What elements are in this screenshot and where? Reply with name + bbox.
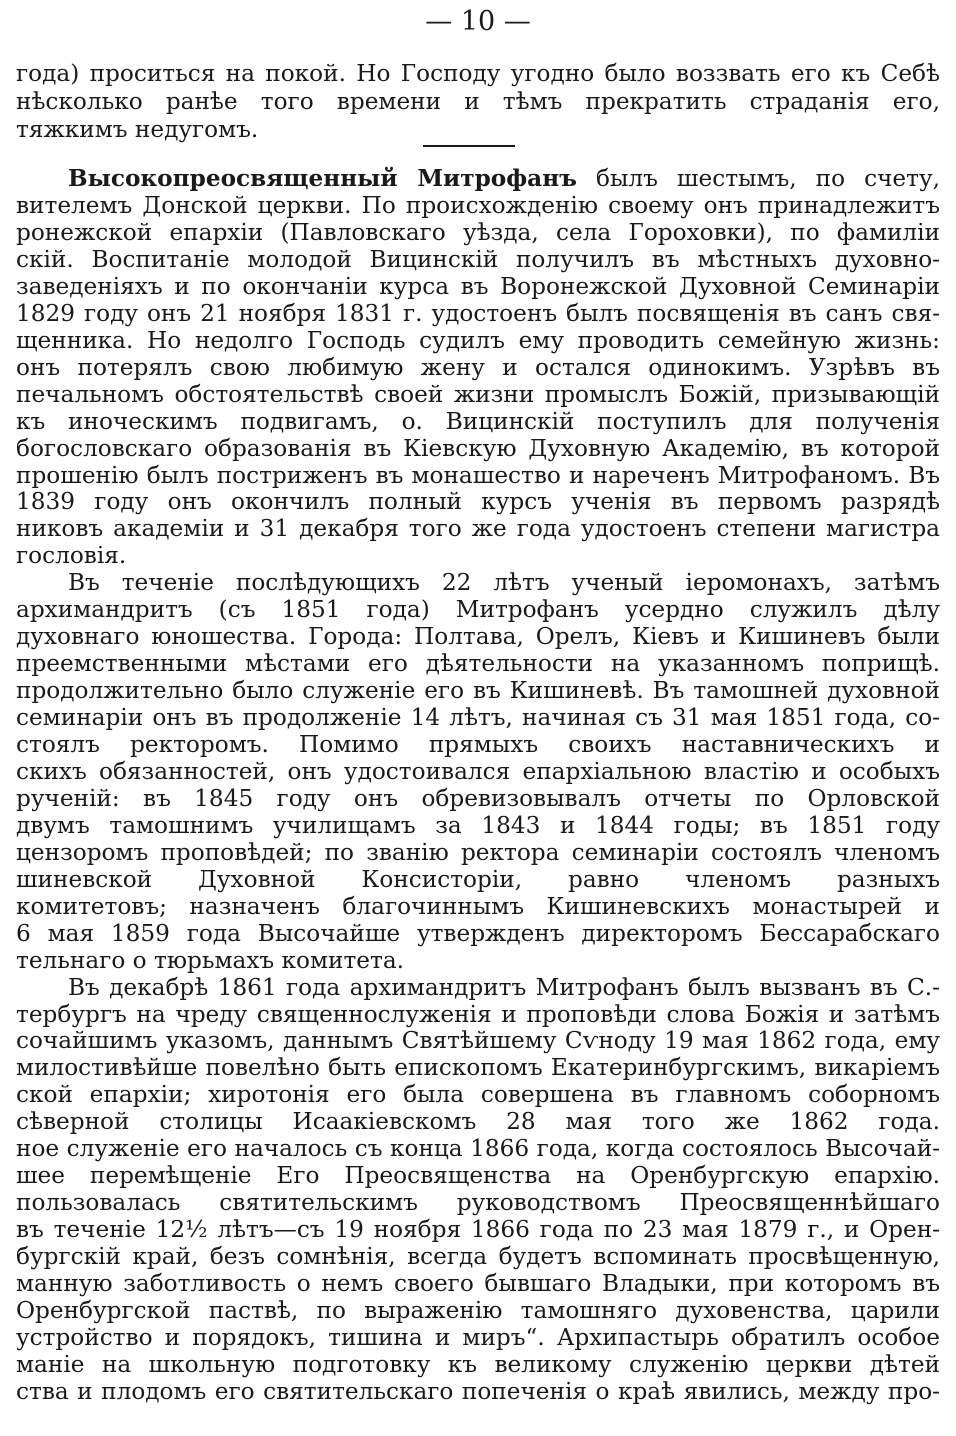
text-line: устройство и порядокъ, тишина и миръ“. Архипастырь обратилъ особое <box>16 1324 940 1351</box>
text-line: Оренбургской паствѣ, по выраженію тамошняго духовенства, царили <box>16 1297 940 1324</box>
text-line: духовнаго юношества. Города: Полтава, Орелъ, Кіевъ и Кишиневъ были <box>16 623 940 650</box>
text-line: вителемъ Донской церкви. По происхожденію своему онъ принадлежитъ <box>16 192 940 219</box>
text-line: заведеніяхъ и по окончаніи курса въ Воронежской Духовной Семинаріи <box>16 273 940 300</box>
lead-line-rest: былъ шестымъ, по счету, <box>595 165 940 192</box>
text-line: Въ декабрѣ 1861 года архимандритъ Митрофанъ былъ вызванъ въ С.- <box>68 974 940 1001</box>
page-number: — 10 — <box>425 6 531 37</box>
section-divider <box>423 145 515 147</box>
text-line: богословскаго образованія въ Кіевскую Духовную Академію, въ которой <box>16 435 940 462</box>
text-line: манную заботливость о немъ своего бывшаго Владыки, при которомъ въ <box>16 1270 940 1297</box>
text-line: сѣверной столицы Исаакіевскомъ 28 мая того же 1862 года. <box>16 1108 940 1135</box>
text-line: тербургъ на чреду священнослуженія и проповѣди слова Божія и затѣмъ <box>16 1001 940 1028</box>
text-line: ное служеніе его началось съ конца 1866 года, когда состоялось Высочай- <box>16 1135 940 1162</box>
text-line: Въ теченіе послѣдующихъ 22 лѣтъ ученый іеромонахъ, затѣмъ <box>68 569 940 596</box>
text-line: цензоромъ проповѣдей; по званію ректора семинаріи состоялъ членомъ <box>16 839 940 866</box>
text-line: архимандритъ (съ 1851 года) Митрофанъ усердно служилъ дѣлу <box>16 596 940 623</box>
text-line: 6 мая 1859 года Высочайше утвержденъ директоромъ Бессарабскаго <box>16 920 940 947</box>
text-line: ской епархіи; хиротонія его была совершена въ главномъ соборномъ <box>16 1081 940 1108</box>
text-line: маніе на школьную подготовку къ великому служенію церкви дѣтей <box>16 1351 940 1378</box>
text-line: тяжкимъ недугомъ. <box>16 116 259 143</box>
text-line: 1829 году онъ 21 ноября 1831 г. удостоенъ былъ посвященія въ санъ свя- <box>16 300 940 327</box>
text-line: онъ потерялъ свою любимую жену и остался одинокимъ. Узрѣвъ въ <box>16 354 940 381</box>
text-line: шиневской Духовной Консисторіи, равно членомъ разныхъ <box>16 866 940 893</box>
text-line: къ иноческимъ подвигамъ, о. Вицинскій поступилъ для полученія <box>16 408 940 435</box>
text-line: гословія. <box>16 542 127 569</box>
text-line: щенника. Но недолго Господь судилъ ему проводить семейную жизнь: <box>16 327 940 354</box>
text-line: стоялъ ректоромъ. Помимо прямыхъ своихъ наставническихъ и <box>16 731 940 758</box>
text-line: семинаріи онъ въ продолженіе 14 лѣтъ, начиная съ 31 мая 1851 года, со- <box>16 704 940 731</box>
text-line: ства и плодомъ его святительскаго попеченія о краѣ явились, между про- <box>16 1378 940 1405</box>
text-line: милостивѣйше повелѣно быть епископомъ Екатеринбургскимъ, викаріемъ <box>16 1054 940 1081</box>
text-line: продолжительно было служеніе его въ Кишиневѣ. Въ тамошней духовной <box>16 677 940 704</box>
text-line: никовъ академіи и 31 декабря того же года удостоенъ степени магистра <box>16 515 940 542</box>
text-line: 1839 году онъ окончилъ полный курсъ ученія въ первомъ разрядѣ <box>16 488 940 515</box>
text-line: рученій: въ 1845 году онъ обревизовывалъ отчеты по Орловской <box>16 785 940 812</box>
text-line: двумъ тамошнимъ училищамъ за 1843 и 1844 годы; въ 1851 году <box>16 812 940 839</box>
bold-heading-phrase: Высокопреосвященный Митрофанъ <box>68 165 577 192</box>
text-line: бургскій край, безъ сомнѣнія, всегда будетъ вспоминать просвѣщенную, <box>16 1243 940 1270</box>
text-line: скихъ обязанностей, онъ удостоивался епархіальною властію и особыхъ <box>16 758 940 785</box>
text-line: прошенію былъ постриженъ въ монашество и нареченъ Митрофаномъ. Въ <box>16 462 940 489</box>
text-line: скій. Воспитаніе молодой Вицинскій получилъ въ мѣстныхъ духовно- <box>16 246 940 273</box>
text-line: въ теченіе 12½ лѣтъ—съ 19 ноября 1866 года по 23 мая 1879 г., и Орен- <box>16 1216 940 1243</box>
text-line: тельнаго о тюрьмахъ комитета. <box>16 947 405 974</box>
text-line: нѣсколько ранѣе того времени и тѣмъ прекратить страданія его, <box>16 88 940 115</box>
text-line: года) проситься на покой. Но Господу угодно было воззвать его къ Себѣ <box>16 60 940 87</box>
text-line: сочайшимъ указомъ, даннымъ Святѣйшему Сѵноду 19 мая 1862 года, ему <box>16 1027 940 1054</box>
text-line: печальномъ обстоятельствѣ своей жизни промыслъ Божій, призывающій <box>16 381 940 408</box>
text-line: ронежской епархіи (Павловскаго уѣзда, села Гороховки), по фамиліи <box>16 219 940 246</box>
text-line: шее перемѣщеніе Его Преосвященства на Оренбургскую епархію. <box>16 1162 940 1189</box>
text-line: комитетовъ; назначенъ благочиннымъ Кишиневскихъ монастырей и <box>16 893 940 920</box>
text-line: пользовалась святительскимъ руководствомъ Преосвященнѣйшаго <box>16 1189 940 1216</box>
text-line <box>16 165 940 192</box>
text-line: преемственными мѣстами его дѣятельности на указанномъ поприщѣ. <box>16 650 940 677</box>
